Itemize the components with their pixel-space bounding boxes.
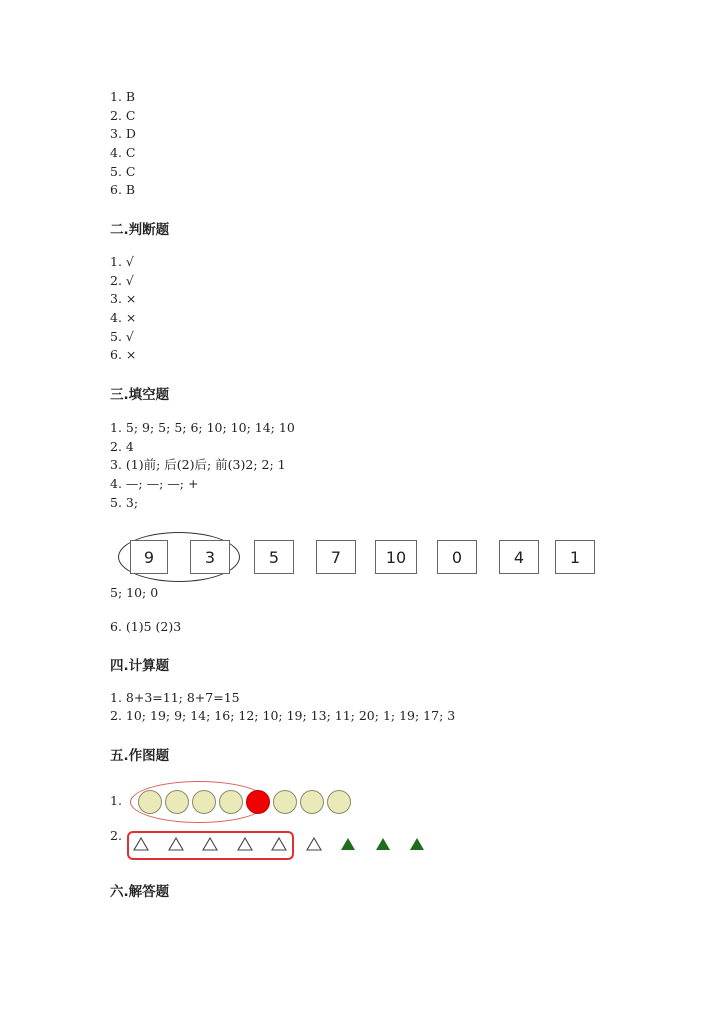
number-box-5: 5 bbox=[254, 540, 294, 574]
section-4-title: 四.计算题 bbox=[110, 658, 170, 674]
outline-triangle-5 bbox=[271, 837, 287, 851]
number-box-1: 1 bbox=[555, 540, 595, 574]
filled-triangle-1 bbox=[340, 837, 356, 851]
section-2-title: 二.判断题 bbox=[110, 222, 170, 238]
choice-answer-3: 3. D bbox=[110, 126, 136, 141]
ball-1 bbox=[138, 790, 162, 814]
judge-answer-4: 4. × bbox=[110, 310, 137, 325]
fill-answer-2: 2. 4 bbox=[110, 439, 134, 454]
judge-answer-2: 2. √ bbox=[110, 273, 134, 288]
choice-answer-4: 4. C bbox=[110, 145, 136, 160]
outline-triangle-4 bbox=[237, 837, 253, 851]
outline-triangle-3 bbox=[202, 837, 218, 851]
fill-answer-6: 6. (1)5 (2)3 bbox=[110, 619, 182, 634]
judge-answer-6: 6. × bbox=[110, 347, 137, 362]
judge-answer-1: 1. √ bbox=[110, 254, 134, 269]
number-box-4: 4 bbox=[499, 540, 539, 574]
section-3-title: 三.填空题 bbox=[110, 387, 170, 403]
judge-answer-3: 3. × bbox=[110, 291, 137, 306]
filled-triangle-3 bbox=[409, 837, 425, 851]
outline-triangle-1 bbox=[133, 837, 149, 851]
number-box-3: 3 bbox=[190, 540, 230, 574]
ball-2 bbox=[165, 790, 189, 814]
choice-answer-2: 2. C bbox=[110, 108, 136, 123]
number-box-0: 0 bbox=[437, 540, 477, 574]
ball-5-red bbox=[246, 790, 270, 814]
calc-answer-1: 1. 8+3=11; 8+7=15 bbox=[110, 690, 240, 705]
calc-answer-2: 2. 10; 19; 9; 14; 16; 12; 10; 19; 13; 11; 20; 1; 19; 17; 3 bbox=[110, 708, 456, 723]
ball-8 bbox=[327, 790, 351, 814]
outline-triangle-6 bbox=[306, 837, 322, 851]
choice-answer-6: 6. B bbox=[110, 182, 136, 197]
number-box-9: 9 bbox=[130, 540, 168, 574]
ball-3 bbox=[192, 790, 216, 814]
choice-answer-5: 5. C bbox=[110, 164, 136, 179]
outline-triangle-2 bbox=[168, 837, 184, 851]
fill-answer-1: 1. 5; 9; 5; 5; 6; 10; 10; 14; 10 bbox=[110, 420, 295, 435]
judge-answer-5: 5. √ bbox=[110, 329, 134, 344]
fill-answer-3: 3. (1)前; 后(2)后; 前(3)2; 2; 1 bbox=[110, 457, 286, 472]
fill-answer-5-result: 5; 10; 0 bbox=[110, 585, 159, 600]
fill-answer-4: 4. —; —; —; + bbox=[110, 476, 199, 491]
drawing-label-2: 2. bbox=[110, 828, 122, 843]
section-6-title: 六.解答题 bbox=[110, 884, 170, 900]
drawing-label-1: 1. bbox=[110, 793, 122, 808]
ball-7 bbox=[300, 790, 324, 814]
choice-answer-1: 1. B bbox=[110, 89, 136, 104]
ball-4 bbox=[219, 790, 243, 814]
number-box-7: 7 bbox=[316, 540, 356, 574]
ball-6 bbox=[273, 790, 297, 814]
section-5-title: 五.作图题 bbox=[110, 748, 170, 764]
number-box-10: 10 bbox=[375, 540, 417, 574]
fill-answer-5: 5. 3; bbox=[110, 495, 139, 510]
filled-triangle-2 bbox=[375, 837, 391, 851]
